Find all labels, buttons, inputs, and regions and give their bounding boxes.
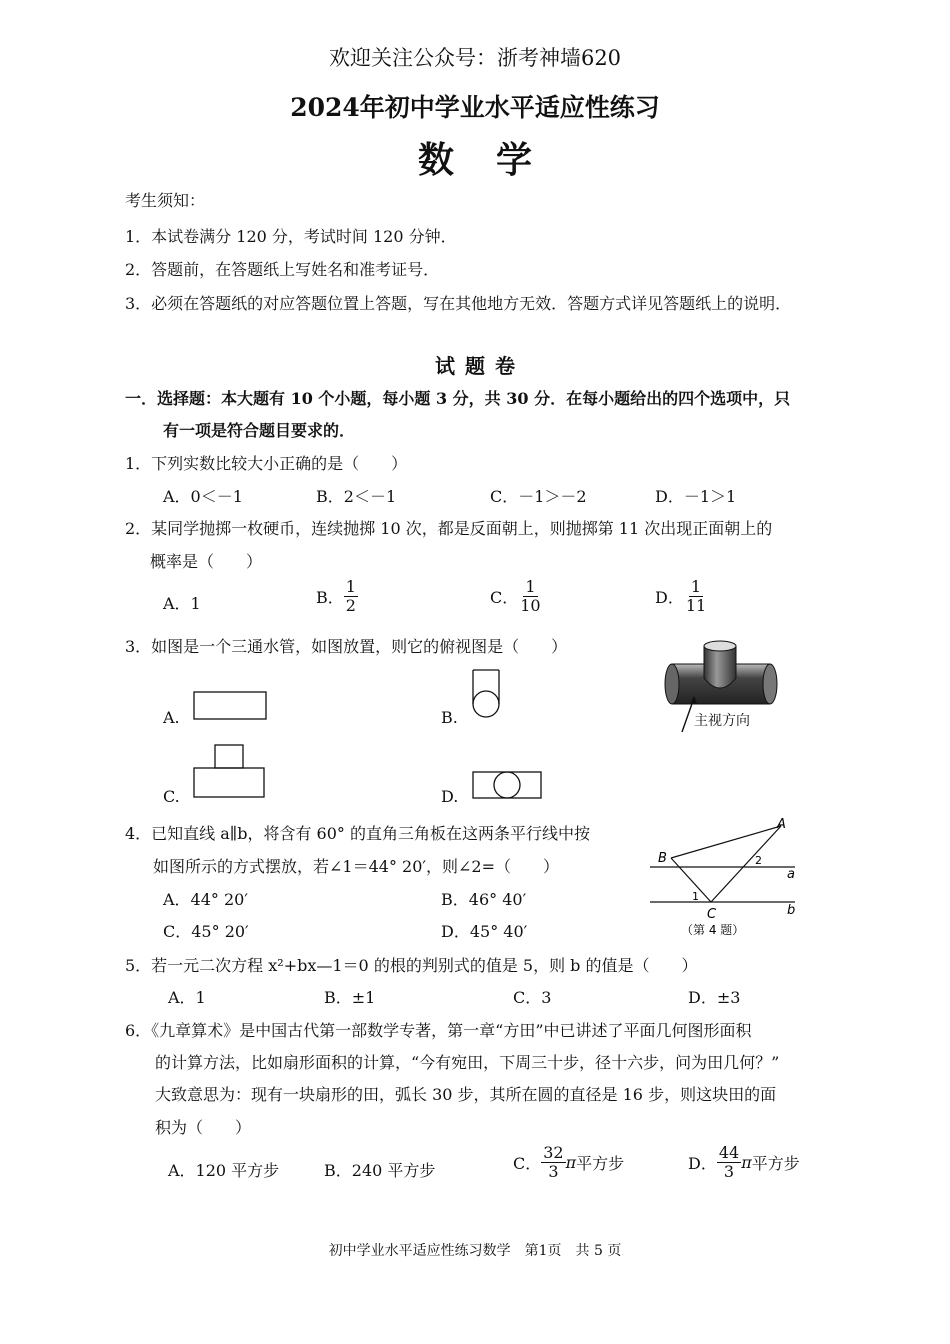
q6-option-a: A．120 平方步 [168, 1161, 280, 1180]
q6-stem-line4: 积为（ ） [155, 1118, 252, 1137]
q2-stem-line2: 概率是（ ） [150, 552, 263, 571]
q2-option-b-fraction: $\frac{1}{2}$ [345, 577, 356, 616]
q6-option-c-unit: 平方步 [576, 1154, 625, 1174]
q2-option-c-fraction: $\frac{1}{10}$ [520, 577, 541, 616]
q4-stem-line1: 4．已知直线 a∥b，将含有 60° 的直角三角板在这两条平行线中按 [125, 824, 590, 843]
q2-option-d [655, 578, 708, 616]
q6-stem-line3: 大致意思为：现有一块扇形的田，弧长 30 步，其所在圆的直径是 16 步，则这块田的面 [155, 1085, 777, 1104]
q2-option-d-fraction: $\frac{1}{11}$ [685, 577, 707, 616]
q4-fig-label-A: A [777, 817, 786, 832]
q3-option-c: C. [163, 787, 180, 806]
q3-option-c-figure [190, 740, 270, 802]
q2-option-c [490, 578, 543, 616]
q4-fig-angle-1: 1 [692, 890, 699, 903]
q6-stem-line1: 6．《九章算术》是中国古代第一部数学专著，第一章“方田”中已讲述了平面几何图形面积 [125, 1021, 752, 1040]
notice-item-1: 1．本试卷满分 120 分，考试时间 120 分钟． [125, 227, 457, 246]
q1-option-b: B．2＜－1 [316, 487, 397, 506]
notice-heading: 考生须知： [125, 191, 206, 210]
q2-option-c-label: C． [490, 588, 519, 608]
q5-option-c: C．3 [513, 988, 552, 1007]
q3-option-a-figure [190, 688, 270, 724]
q6-option-c-pi: π [565, 1153, 577, 1173]
q2-option-d-label: D． [655, 588, 684, 608]
q6-option-d-label: D． [688, 1154, 717, 1174]
q3-option-a: A. [163, 708, 180, 727]
q3-stem: 3．如图是一个三通水管，如图放置，则它的俯视图是（ ） [125, 637, 568, 656]
exam-title: 2024年初中学业水平适应性练习 [290, 93, 660, 122]
part1-instructions-line2: 有一项是符合题目要求的． [163, 421, 356, 440]
subject-title: 数学 [417, 139, 574, 181]
q4-stem-line2: 如图所示的方式摆放，若∠1＝44° 20′，则∠2=（ ） [153, 857, 560, 876]
q6-option-d-pi: π [741, 1153, 752, 1173]
q4-fig-label-C: C [707, 907, 717, 922]
q5-option-a: A．1 [168, 988, 206, 1007]
section-title: 试题卷 [435, 354, 525, 378]
q4-fig-angle-2: 2 [755, 854, 762, 867]
q5-option-b: B．±1 [324, 988, 376, 1007]
q2-option-b-label: B． [316, 588, 344, 608]
notice-item-3: 3．必须在答题纸的对应答题位置上答题，写在其他地方无效．答题方式详见答题纸上的说明． [125, 294, 792, 313]
q5-stem: 5．若一元二次方程 x²+bx—1＝0 的根的判别式的值是 5，则 b 的值是（ ） [125, 956, 698, 975]
page-footer: 初中学业水平适应性练习数学 第1页 共 5 页 [328, 1243, 622, 1259]
q5-option-d: D．±3 [688, 988, 741, 1007]
notice-item-2: 2．答题前，在答题纸上写姓名和准考证号． [125, 260, 440, 279]
q2-option-a: A．1 [163, 594, 201, 613]
q1-option-c: C．－1＞－2 [490, 487, 587, 506]
wechat-banner: 欢迎关注公众号：浙考神墙620 [328, 46, 622, 70]
q6-option-d-unit: 平方步 [751, 1154, 800, 1174]
q1-stem: 1．下列实数比较大小正确的是（ ） [125, 454, 408, 473]
q6-option-c [513, 1144, 624, 1182]
q6-option-d-fraction: $\frac{44}{3}$ [718, 1143, 740, 1182]
q4-fig-label-a: a [787, 867, 795, 882]
q3-view-label: 主视方向 [694, 713, 750, 729]
q4-fig-label-B: B [658, 851, 667, 866]
q4-fig-caption: （第 4 题） [681, 923, 745, 937]
q1-option-d: D．－1＞1 [655, 487, 737, 506]
q6-option-c-label: C． [513, 1154, 542, 1174]
q1-option-a: A．0＜－1 [163, 487, 243, 506]
q4-option-d: D．45° 40′ [441, 922, 528, 941]
q6-option-d [688, 1144, 800, 1182]
part1-instructions-line1: 一．选择题：本大题有 10 个小题，每小题 3 分，共 30 分．在每小题给出的四个选项中，只 [125, 389, 791, 408]
q4-fig-label-b: b [787, 903, 796, 918]
q3-option-d: D. [441, 787, 459, 806]
q4-option-b: B．46° 40′ [441, 890, 527, 909]
q3-option-b: B. [441, 708, 458, 727]
q2-stem-line1: 2．某同学抛掷一枚硬币，连续抛掷 10 次，都是反面朝上，则抛掷第 11 次出现正面朝上的 [125, 519, 773, 538]
q6-stem-line2: 的计算方法，比如扇形面积的计算，“今有宛田，下周三十步，径十六步，问为田几何？” [155, 1053, 780, 1072]
q2-option-b [316, 578, 358, 616]
q4-option-a: A．44° 20′ [163, 890, 248, 909]
q6-option-b: B．240 平方步 [324, 1161, 436, 1180]
q3-option-b-figure [466, 664, 506, 726]
q3-option-d-figure [470, 768, 544, 804]
q6-option-c-fraction: $\frac{32}{3}$ [543, 1143, 564, 1182]
q4-figure [645, 812, 805, 944]
q4-option-c: C．45° 20′ [163, 922, 249, 941]
